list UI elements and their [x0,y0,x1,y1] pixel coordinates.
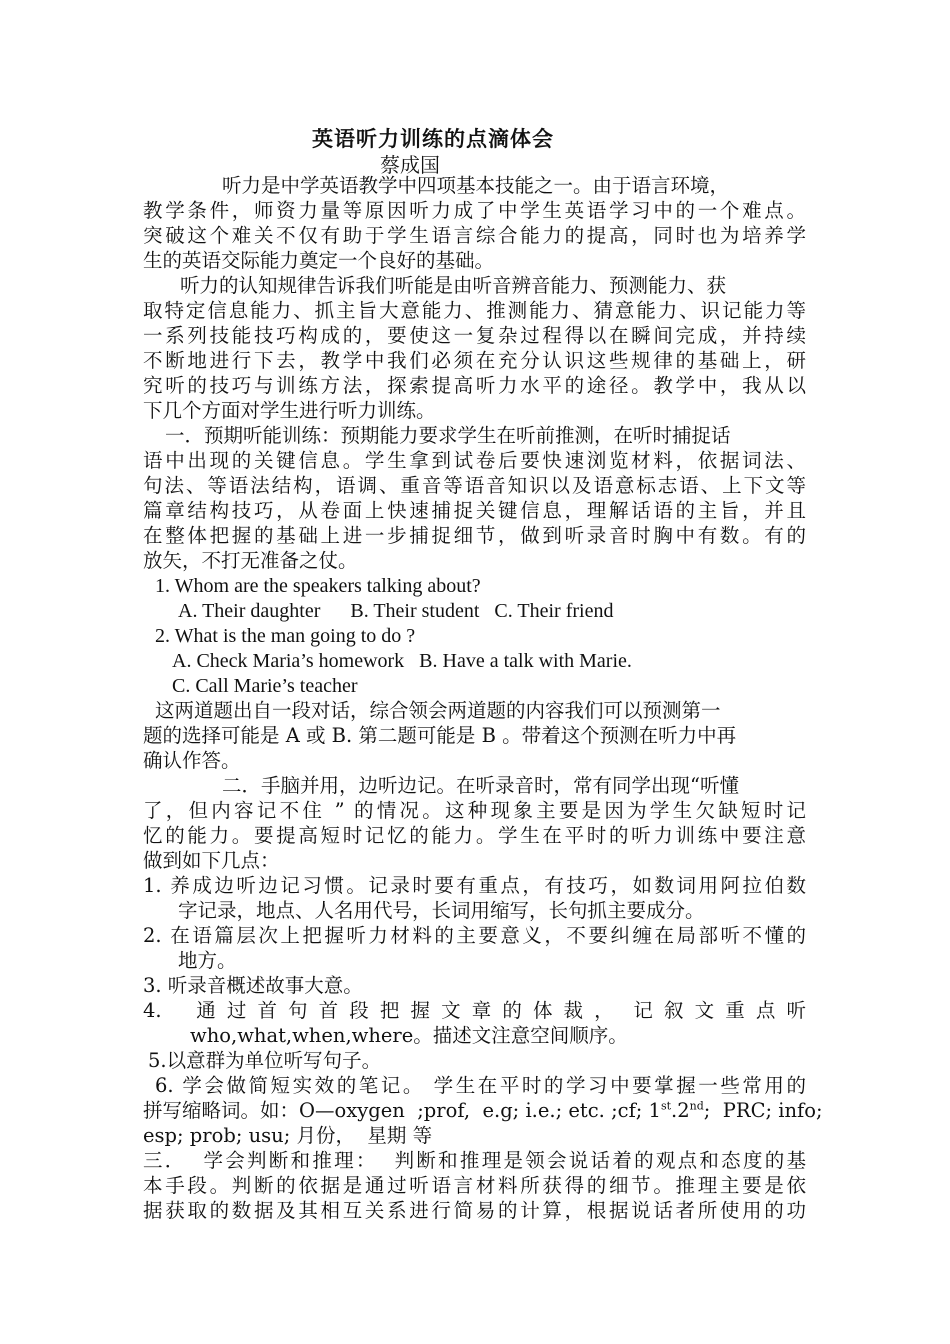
paragraph-line: 了，但内容记不住 ” 的情况。这种现象主要是因为学生欠缺短时记 [143,799,806,822]
author-name: 蔡成国 [380,153,440,177]
paragraph-line: 在整体把握的基础上进一步捕捉细节，做到听录音时胸中有数。有的 [143,524,806,547]
list-item-line: 2. 在语篇层次上把握听力材料的主要意义，不要纠缠在局部听不懂的 [143,924,806,947]
paragraph-line: 做到如下几点： [143,849,280,872]
list-item-line: who,what,when,where。描述文注意空间顺序。 [190,1024,628,1047]
paragraph-line: 放矢，不打无准备之仗。 [143,549,358,572]
paragraph-line: 下几个方面对学生进行听力训练。 [143,399,436,422]
paragraph-line: 听力的认知规律告诉我们听能是由听音辨音能力、预测能力、获 [180,274,727,297]
paragraph-line: 不断地进行下去，教学中我们必须在充分认识这些规律的基础上，研 [143,349,806,372]
paragraph-line: 这两道题出自一段对话，综合领会两道题的内容我们可以预测第一 [155,699,721,722]
document-title: 英语听力训练的点滴体会 [312,126,554,151]
option-line: C. Call Marie’s teacher [172,675,358,697]
option-line: A. Check Maria’s homework B. Have a talk with Marie. [172,650,632,672]
paragraph-line: 究听的技巧与训练方法，探索提高听力水平的途径。教学中，我从以 [143,374,806,397]
paragraph-line: 篇章结构技巧，从卷面上快速捕捉关键信息，理解话语的主旨，并且 [143,499,806,522]
paragraph-line: 确认作答。 [143,749,241,772]
list-item-line: 地方。 [178,949,237,972]
abbreviation-line: 拼写缩略词。如：O—oxygen ;prof, e.g; i.e.; etc. ;cf; 1st.2nd; PRC; info; [143,1099,823,1122]
paragraph-line: 据获取的数据及其相互关系进行简易的计算，根据说话者所使用的功 [143,1199,806,1222]
paragraph-line: 一系列技能技巧构成的，要使这一复杂过程得以在瞬间完成，并持续 [143,324,806,347]
list-item-line: 6. 学会做简短实效的笔记。 学生在平时的学习中要掌握一些常用的 [155,1074,806,1097]
paragraph-line: 忆的能力。要提高短时记忆的能力。学生在平时的听力训练中要注意 [143,824,806,847]
list-item-line: 3. 听录音概述故事大意。 [143,974,363,997]
list-item-line: 字记录，地点、人名用代号，长词用缩写，长句抓主要成分。 [178,899,705,922]
paragraph-line: 突破这个难关不仅有助于学生语言综合能力的提高，同时也为培养学 [143,224,806,247]
abbreviation-line: esp; prob; usu; 月份， 星期 等 [143,1124,433,1147]
section-heading-line: 一．预期听能训练：预期能力要求学生在听前推测，在听时捕捉话 [165,424,731,447]
option-line: A. Their daughter B. Their student C. Their friend [178,600,614,622]
list-item-line: 4. 通 过 首 句 首 段 把 握 文 章 的 体 裁 ， 记 叙 文 重 点 听 [143,999,806,1022]
list-item-line: 5.以意群为单位听写句子。 [148,1049,382,1072]
paragraph-line: 听力是中学英语教学中四项基本技能之一。由于语言环境， [222,174,730,197]
section-heading-line: 三． 学会判断和推理： 判断和推理是领会说话着的观点和态度的基 [143,1149,806,1172]
question-line: 2. What is the man going to do ? [155,625,416,647]
list-item-line: 1. 养成边听边记习惯。记录时要有重点，有技巧，如数词用阿拉伯数 [143,874,806,897]
paragraph-line: 教学条件，师资力量等原因听力成了中学生英语学习中的一个难点。 [143,199,806,222]
paragraph-line: 生的英语交际能力奠定一个良好的基础。 [143,249,495,272]
question-line: 1. Whom are the speakers talking about? [155,575,481,597]
paragraph-line: 句法、等语法结构，语调、重音等语音知识以及语意标志语、上下文等 [143,474,806,497]
section-heading-line: 二．手脑并用，边听边记。在听录音时，常有同学出现“听懂 [222,774,739,797]
paragraph-line: 题的选择可能是 A 或 B. 第二题可能是 B 。带着这个预测在听力中再 [143,724,737,747]
paragraph-line: 语中出现的关键信息。学生拿到试卷后要快速浏览材料，依据词法、 [143,449,806,472]
paragraph-line: 本手段。判断的依据是通过听语言材料所获得的细节。推理主要是依 [143,1174,806,1197]
paragraph-line: 取特定信息能力、抓主旨大意能力、推测能力、猜意能力、识记能力等 [143,299,806,322]
